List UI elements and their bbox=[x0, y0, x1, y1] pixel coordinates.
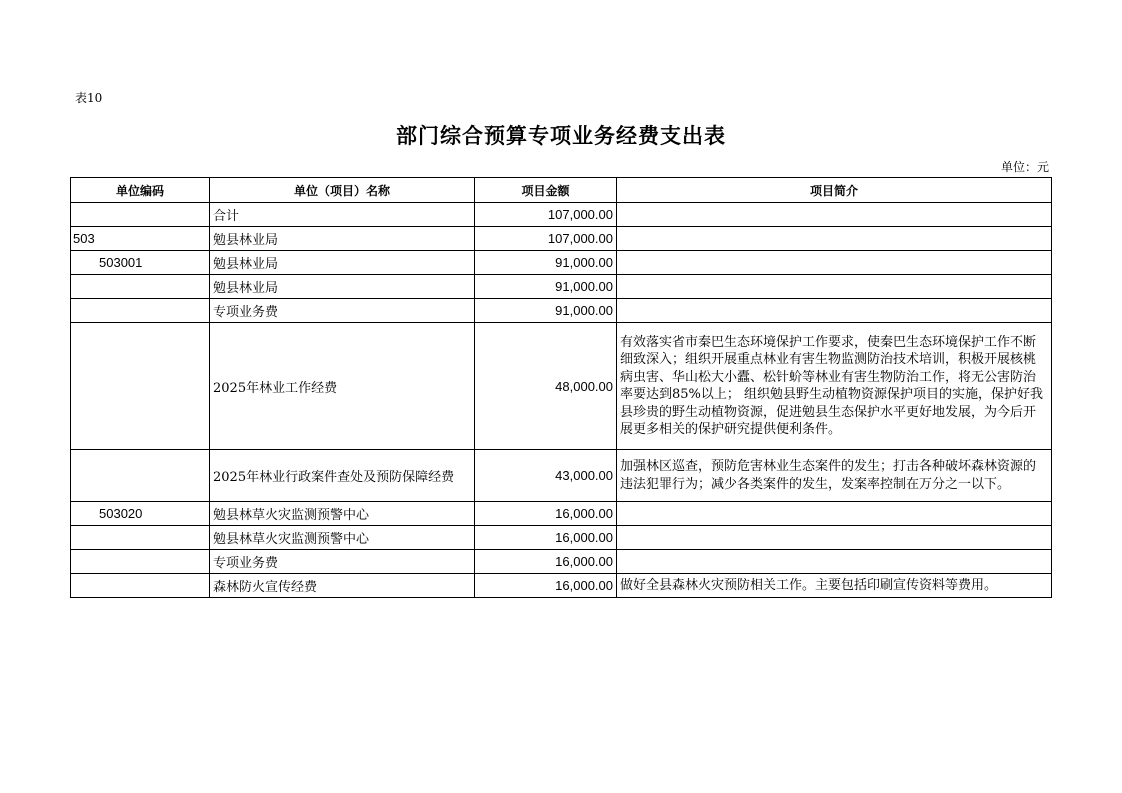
cell-desc: 有效落实省市秦巴生态环境保护工作要求，使秦巴生态环境保护工作不断细致深入；组织开展重点林业有害生物监测防治技术培训，积极开展核桃病虫害、华山松大小蠹、松针蚧等林业有害生物防治工作，将无公害防治率要达到85%以上； 组织勉县野生动植物资源保护项目的实施，保护好我县珍贵的野生动植物资源，促进勉县生态保护水平更好地发展，为今后开展更多相关的保护研究提供便利条件。 bbox=[617, 323, 1052, 450]
cell-code: 503020 bbox=[71, 502, 210, 526]
cell-name: 勉县林草火灾监测预警中心 bbox=[210, 526, 475, 550]
cell-code bbox=[71, 275, 210, 299]
cell-code: 503 bbox=[71, 227, 210, 251]
table-header-row bbox=[71, 178, 1052, 203]
header-name: 单位（项目）名称 bbox=[210, 178, 475, 203]
cell-amount: 91,000.00 bbox=[475, 299, 617, 323]
table-row bbox=[71, 299, 1052, 323]
table-row bbox=[71, 502, 1052, 526]
cell-desc bbox=[617, 275, 1052, 299]
header-amount: 项目金额 bbox=[475, 178, 617, 203]
cell-amount: 16,000.00 bbox=[475, 526, 617, 550]
table-row bbox=[71, 450, 1052, 502]
cell-code bbox=[71, 526, 210, 550]
cell-amount: 91,000.00 bbox=[475, 275, 617, 299]
table-number: 表10 bbox=[75, 91, 103, 105]
cell-name: 专项业务费 bbox=[210, 550, 475, 574]
cell-name: 森林防火宣传经费 bbox=[210, 574, 475, 598]
cell-code: 503001 bbox=[71, 251, 210, 275]
cell-name: 勉县林草火灾监测预警中心 bbox=[210, 502, 475, 526]
cell-amount: 107,000.00 bbox=[475, 203, 617, 227]
cell-name: 勉县林业局 bbox=[210, 227, 475, 251]
table-row bbox=[71, 275, 1052, 299]
cell-desc: 加强林区巡查，预防危害林业生态案件的发生；打击各种破坏森林资源的违法犯罪行为；减少各类案件的发生，发案率控制在万分之一以下。 bbox=[617, 450, 1052, 502]
cell-desc bbox=[617, 203, 1052, 227]
cell-code bbox=[71, 550, 210, 574]
cell-code bbox=[71, 450, 210, 502]
cell-code bbox=[71, 299, 210, 323]
cell-name: 2025年林业行政案件查处及预防保障经费 bbox=[210, 450, 475, 502]
cell-desc bbox=[617, 526, 1052, 550]
cell-amount: 43,000.00 bbox=[475, 450, 617, 502]
cell-amount: 16,000.00 bbox=[475, 574, 617, 598]
cell-amount: 91,000.00 bbox=[475, 251, 617, 275]
cell-code bbox=[71, 203, 210, 227]
cell-name: 合计 bbox=[210, 203, 475, 227]
table-row bbox=[71, 550, 1052, 574]
table-row bbox=[71, 251, 1052, 275]
table-row bbox=[71, 574, 1052, 598]
cell-desc bbox=[617, 502, 1052, 526]
cell-desc bbox=[617, 227, 1052, 251]
budget-table bbox=[70, 177, 1052, 598]
table-row bbox=[71, 323, 1052, 450]
cell-amount: 16,000.00 bbox=[475, 502, 617, 526]
cell-name: 专项业务费 bbox=[210, 299, 475, 323]
cell-code bbox=[71, 323, 210, 450]
cell-desc bbox=[617, 299, 1052, 323]
cell-desc: 做好全县森林火灾预防相关工作。主要包括印刷宣传资料等费用。 bbox=[617, 574, 1052, 598]
cell-name: 勉县林业局 bbox=[210, 275, 475, 299]
cell-name: 2025年林业工作经费 bbox=[210, 323, 475, 450]
cell-amount: 48,000.00 bbox=[475, 323, 617, 450]
table-row bbox=[71, 526, 1052, 550]
header-code: 单位编码 bbox=[71, 178, 210, 203]
cell-name: 勉县林业局 bbox=[210, 251, 475, 275]
cell-desc bbox=[617, 251, 1052, 275]
table-row bbox=[71, 203, 1052, 227]
cell-code bbox=[71, 574, 210, 598]
table-row bbox=[71, 227, 1052, 251]
cell-amount: 16,000.00 bbox=[475, 550, 617, 574]
unit-label: 单位：元 bbox=[1000, 160, 1049, 174]
cell-desc bbox=[617, 550, 1052, 574]
page-title: 部门综合预算专项业务经费支出表 bbox=[396, 123, 726, 148]
cell-amount: 107,000.00 bbox=[475, 227, 617, 251]
header-desc: 项目简介 bbox=[617, 178, 1052, 203]
